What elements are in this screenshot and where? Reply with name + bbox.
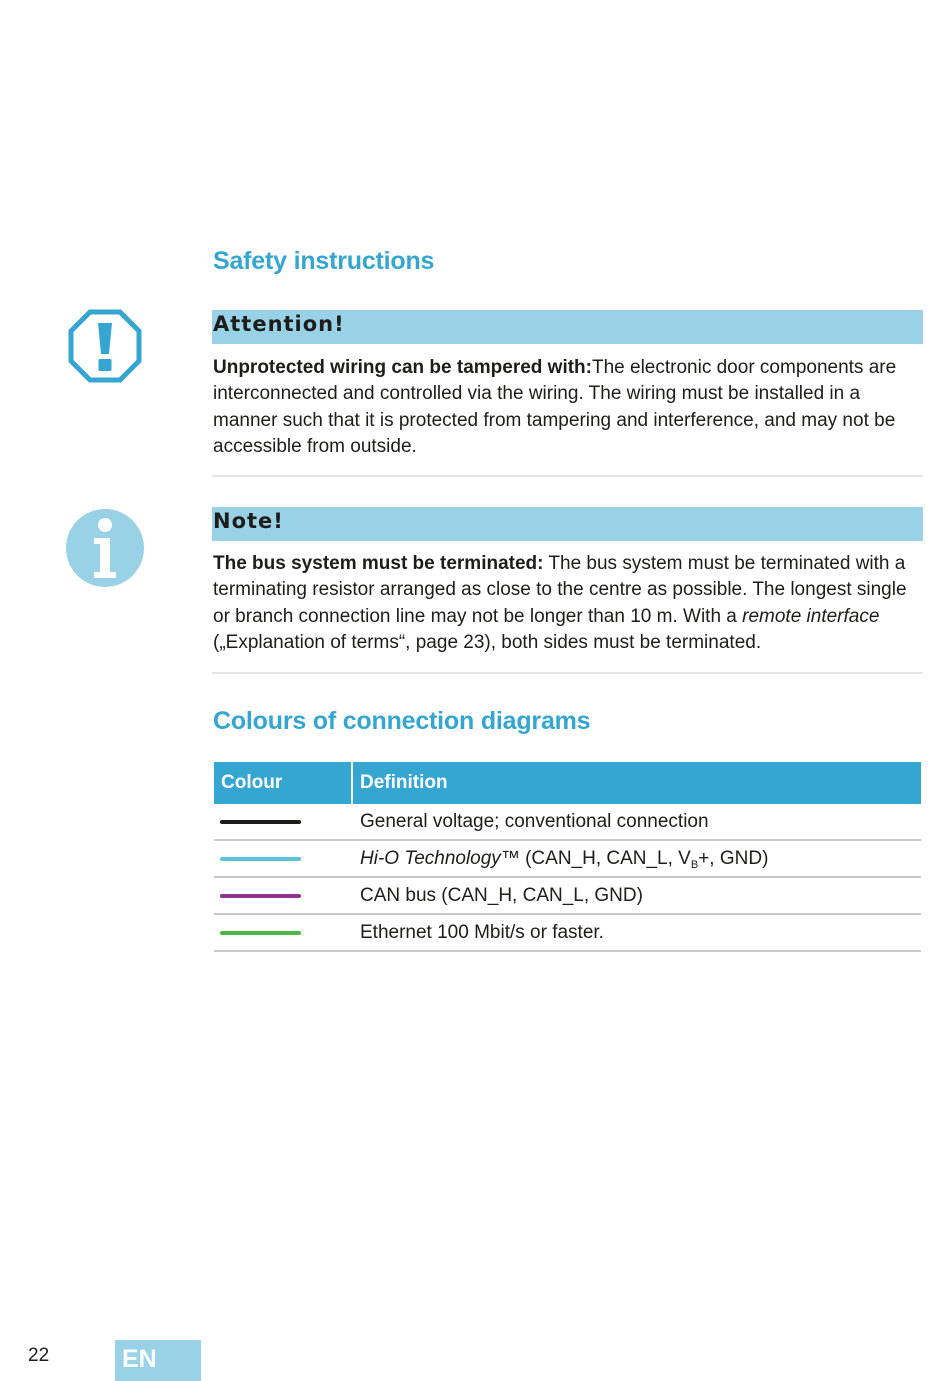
definition-cell: Ethernet 100 Mbit/s or faster. bbox=[360, 922, 604, 943]
attention-heading: Attention! bbox=[213, 312, 345, 336]
colour-swatch-light-blue bbox=[220, 857, 301, 861]
section-title-colours: Colours of connection diagrams bbox=[213, 707, 591, 735]
attention-body: The electronic door components are interconnected and controlled via the wiring. The wiring must be installed in a manner such that it is protected from tampering and interference, and may not be accessible from outside. bbox=[213, 357, 897, 457]
note-lead: The bus system must be terminated: bbox=[213, 553, 544, 574]
definition-pre: ™ (CAN_H, CAN_L, V bbox=[500, 848, 691, 869]
note-body-part2: („Explanation of terms“, page 23), both sides must be terminated. bbox=[213, 631, 762, 653]
definition-subscript: B bbox=[690, 859, 699, 871]
page-number: 22 bbox=[28, 1345, 50, 1366]
note-heading-bar bbox=[212, 507, 923, 541]
colour-swatch-green bbox=[220, 931, 301, 935]
definition-italic: Hi-O Technology bbox=[360, 848, 501, 869]
header-colour: Colour bbox=[214, 762, 351, 804]
info-circle-icon bbox=[65, 508, 145, 588]
attention-lead: Unprotected wiring can be tampered with: bbox=[213, 357, 592, 378]
colour-swatch-purple bbox=[220, 894, 301, 898]
language-label: EN bbox=[122, 1345, 157, 1373]
table-row bbox=[214, 878, 921, 915]
divider bbox=[212, 672, 923, 674]
definition-cell bbox=[360, 841, 768, 883]
section-title-safety: Safety instructions bbox=[213, 247, 435, 275]
note-text bbox=[213, 551, 925, 656]
table-row bbox=[214, 841, 921, 878]
language-tag bbox=[115, 1340, 201, 1381]
note-body-part1: The bus system must be terminated with a terminating resistor arranged as close to the centre as possible. The longest single or branch connection line may not be longer than 10 m. With a bbox=[213, 553, 907, 627]
colour-table bbox=[214, 762, 921, 952]
attention-text bbox=[213, 355, 925, 460]
note-body-italic: remote interface bbox=[742, 605, 880, 627]
header-definition: Definition bbox=[353, 762, 921, 804]
table-header bbox=[214, 762, 921, 804]
attention-heading-bar bbox=[212, 310, 923, 344]
note-heading: Note! bbox=[213, 509, 284, 533]
definition-cell: General voltage; conventional connection bbox=[360, 811, 709, 832]
warning-octagon-icon bbox=[68, 309, 142, 383]
divider bbox=[212, 475, 923, 477]
table-row bbox=[214, 915, 921, 952]
colour-swatch-black bbox=[220, 820, 301, 824]
definition-cell: CAN bus (CAN_H, CAN_L, GND) bbox=[360, 885, 643, 906]
definition-post: +, GND) bbox=[698, 848, 769, 869]
table-row bbox=[214, 804, 921, 841]
